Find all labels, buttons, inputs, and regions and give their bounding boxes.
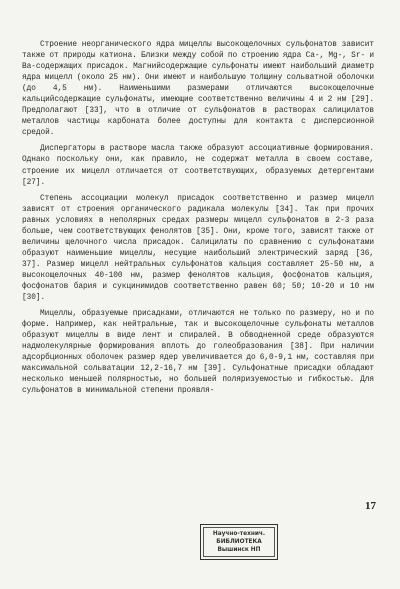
page-number: 17 — [365, 500, 376, 512]
library-stamp-inner — [203, 527, 275, 557]
paragraph-3: Степень ассоциации молекул присадок соответственно и размер мицелл зависят от строения органического радикала молекулы [34]. Так при прочих равных условиях в неполярных средах размеры мицелл сульфонатов в 2-3 раза больше, чем соответствующих фенолятов [35]. Они, кроме того, зависят также от величины щелочного числа присадок. Салицилаты по сравнению с сульфонатами образуют наименьшие мицеллы, несущие наибольший электрический заряд [36, 37]. Размер мицелл нейтральных сульфонатов кальция составляет 25-50 нм, а высокощелочных 40-100 нм, размер фенолятов кальция, фосфонатов кальция, фосфонатов бария и сукцинимидов соответственно равен 60; 50; 10-20 и 10 нм [30]. — [22, 194, 374, 303]
library-stamp — [200, 524, 278, 560]
document-body — [22, 40, 374, 402]
stamp-line: Научно-технич. — [212, 531, 266, 537]
paragraph-4: Мицеллы, образуемые присадками, отличаются не только по размеру, но и по форме. Например, как нейтральные, так и высокощелочные сульфонаты металлов образуют мицеллы в виде лент и спиралей. В обводненной среде образуются надмолекулярные формирования вплоть до голеобразования [38]. При наличии адсорбционных оболочек размер ядер увеличивается до 6,0-9,1 нм, составляя при максимальной сольватации 12,2-16,7 нм [39]. Сульфонатные присадки обладают несколько меньшей полярностью, но большей поляризуемостью и гибкостью. Для сульфонатов в минимальной степени проявля- — [22, 310, 374, 396]
paragraph-1: Строение неорганического ядра мицеллы высокощелочных сульфонатов зависит также от природы катиона. Близки между собой по строению ядра Ca-, Mg-, Sr- и Ba-содержащих присадок. Магнийсодержащие сульфонаты имеют наибольший диаметр ядра мицелл (около 25 нм). Они имеют и наибольшую толщину сольватной оболочки (до 4,5 нм). Наименьшими размерами отличаются высокощелочные кальцийсодержащие сульфонаты, имеющие соответственно величины 4 и 2 нм [29]. Предполагают [33], что в отличие от сульфонатов в растворах салицилатов металлов частицы карбоната более доступны для контакта с дисперсионной средой. — [22, 41, 374, 138]
stamp-line: Вышинск НП — [217, 547, 261, 553]
stamp-line: БИБЛИОТЕКА — [216, 539, 262, 545]
paragraph-2: Диспергаторы в растворе масла также образуют ассоциативные формирования. Однако поскольку они, как правило, не содержат металла в своем составе, строение их мицелл отличается от соответствующих, образуемых детергентами [27]. — [22, 145, 374, 187]
